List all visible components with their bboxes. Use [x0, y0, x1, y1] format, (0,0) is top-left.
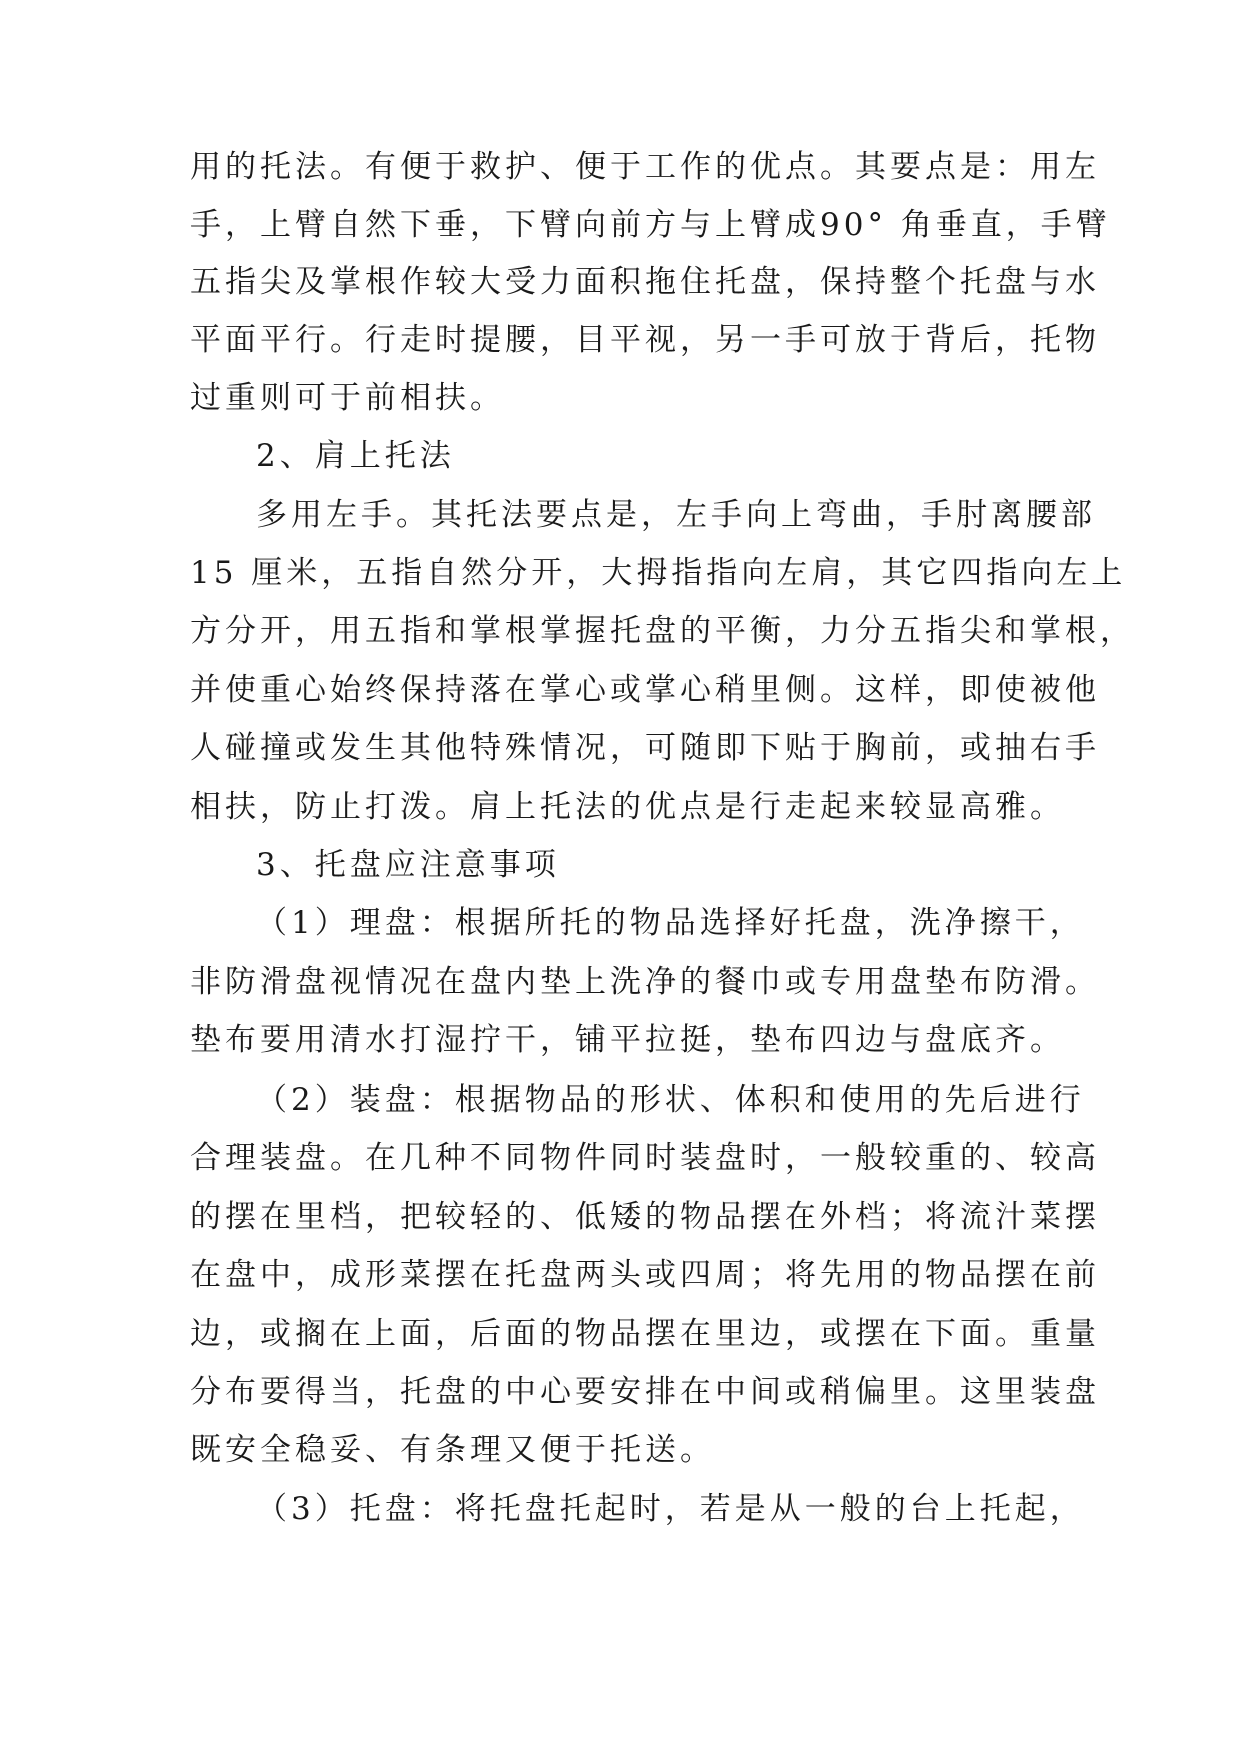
- text-line: 手，上臂自然下垂，下臂向前方与上臂成90° 角垂直，手臂: [190, 207, 1111, 243]
- text-line: 15 厘米，五指自然分开，大拇指指向左肩，其它四指向左上: [190, 555, 1127, 591]
- text-line: 人碰撞或发生其他特殊情况，可随即下贴于胸前，或抽右手: [190, 730, 1100, 766]
- text-line: 方分开，用五指和掌根掌握托盘的平衡，力分五指尖和掌根，: [190, 613, 1135, 649]
- text-line: 的摆在里档，把较轻的、低矮的物品摆在外档；将流汁菜摆: [190, 1199, 1100, 1235]
- text-line: （1）理盘：根据所托的物品选择好托盘，洗净擦干，: [256, 905, 1085, 941]
- text-line: 分布要得当，托盘的中心要安排在中间或稍偏里。这里装盘: [190, 1374, 1100, 1410]
- text-line: 既安全稳妥、有条理又便于托送。: [190, 1432, 715, 1468]
- text-line: 垫布要用清水打湿拧干，铺平拉挺，垫布四边与盘底齐。: [190, 1022, 1065, 1058]
- text-line: 过重则可于前相扶。: [190, 380, 505, 416]
- section-heading: 3、托盘应注意事项: [256, 847, 560, 883]
- text-line: 相扶，防止打泼。肩上托法的优点是行走起来较显高雅。: [190, 789, 1065, 825]
- text-line: （2）装盘：根据物品的形状、体积和使用的先后进行: [256, 1082, 1085, 1118]
- text-line: 多用左手。其托法要点是，左手向上弯曲，手肘离腰部: [256, 497, 1096, 533]
- text-line: 平面平行。行走时提腰，目平视，另一手可放于背后，托物: [190, 322, 1100, 358]
- text-line: （3）托盘：将托盘托起时，若是从一般的台上托起，: [256, 1491, 1085, 1527]
- section-heading: 2、肩上托法: [256, 438, 455, 474]
- text-line: 合理装盘。在几种不同物件同时装盘时，一般较重的、较高: [190, 1140, 1100, 1176]
- text-line: 五指尖及掌根作较大受力面积拖住托盘，保持整个托盘与水: [190, 264, 1100, 300]
- text-line: 非防滑盘视情况在盘内垫上洗净的餐巾或专用盘垫布防滑。: [190, 964, 1100, 1000]
- text-line: 边，或搁在上面，后面的物品摆在里边，或摆在下面。重量: [190, 1316, 1100, 1352]
- text-line: 用的托法。有便于救护、便于工作的优点。其要点是：用左: [190, 149, 1100, 185]
- text-line: 在盘中，成形菜摆在托盘两头或四周；将先用的物品摆在前: [190, 1257, 1100, 1293]
- text-line: 并使重心始终保持落在掌心或掌心稍里侧。这样，即使被他: [190, 672, 1100, 708]
